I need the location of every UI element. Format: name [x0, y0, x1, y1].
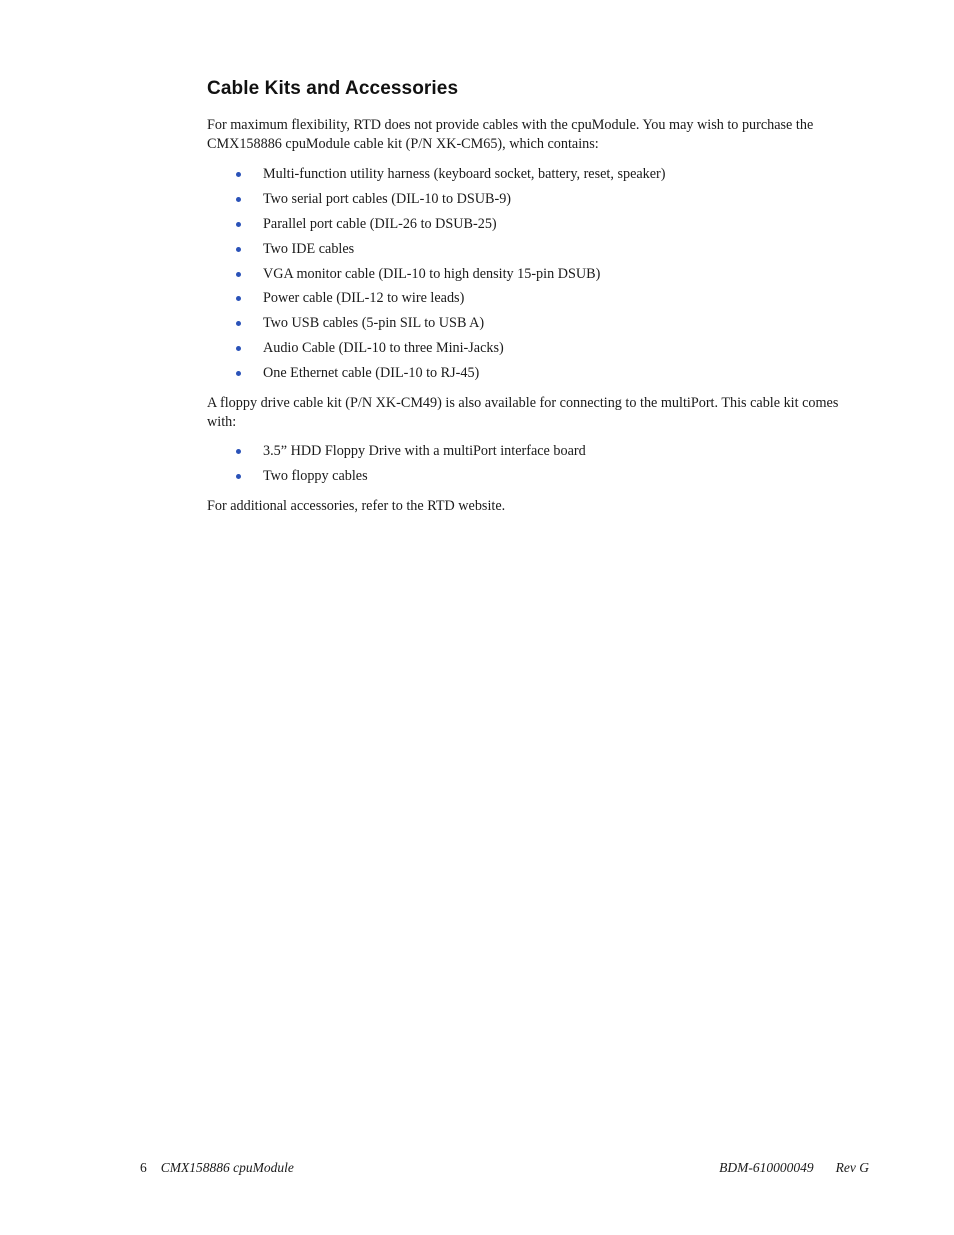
list-item-text: Power cable (DIL-12 to wire leads)	[263, 290, 465, 307]
section-title: Cable Kits and Accessories	[207, 78, 459, 99]
page-content	[207, 78, 867, 516]
cable-kit-list	[207, 165, 867, 383]
product-name: CMX158886 cpuModule	[160, 1160, 294, 1175]
bullet-icon	[236, 449, 241, 454]
closing-paragraph: For additional accessories, refer to the RTD website.	[207, 498, 506, 515]
bullet-icon	[236, 172, 241, 177]
revision-label: Rev G	[835, 1160, 869, 1175]
bullet-icon	[236, 321, 241, 326]
intro-paragraph: For maximum flexibility, RTD does not provide cables with the cpuModule. You may wish to purchase the CMX158886 cpuModule cable kit (P/N XK-CM65), which contains:	[207, 117, 814, 152]
list-item-text: Parallel port cable (DIL-26 to DSUB-25)	[263, 215, 497, 232]
list-item	[207, 289, 867, 308]
list-item-text: VGA monitor cable (DIL-10 to high density 15-pin DSUB)	[263, 265, 601, 282]
list-item	[207, 240, 867, 259]
list-item	[207, 339, 867, 358]
list-item	[207, 314, 867, 333]
bullet-icon	[236, 296, 241, 301]
list-item-text: Two IDE cables	[263, 240, 355, 257]
bullet-icon	[236, 272, 241, 277]
page-number: 6	[140, 1160, 147, 1175]
list-item	[207, 467, 867, 486]
footer-left	[140, 1160, 294, 1176]
bullet-icon	[236, 371, 241, 376]
list-item-text: Audio Cable (DIL-10 to three Mini-Jacks)	[263, 340, 504, 357]
bullet-icon	[236, 247, 241, 252]
list-item	[207, 190, 867, 209]
list-item	[207, 442, 867, 461]
list-item-text: Two USB cables (5-pin SIL to USB A)	[263, 315, 485, 332]
list-item	[207, 165, 867, 184]
footer-right	[719, 1160, 869, 1176]
bullet-icon	[236, 222, 241, 227]
list-item-text: Two floppy cables	[263, 468, 368, 485]
list-item-text: Multi-function utility harness (keyboard socket, battery, reset, speaker)	[263, 166, 666, 182]
floppy-kit-paragraph: A floppy drive cable kit (P/N XK-CM49) is also available for connecting to the multiPort. This cable kit comes with:	[207, 395, 839, 431]
list-item	[207, 215, 867, 234]
document-id: BDM-610000049	[719, 1160, 814, 1175]
list-item-text: 3.5” HDD Floppy Drive with a multiPort interface board	[263, 443, 586, 460]
list-item-text: One Ethernet cable (DIL-10 to RJ-45)	[263, 365, 480, 382]
bullet-icon	[236, 474, 241, 479]
bullet-icon	[236, 197, 241, 202]
list-item	[207, 364, 867, 383]
floppy-kit-list	[207, 442, 867, 486]
bullet-icon	[236, 346, 241, 351]
list-item	[207, 265, 867, 284]
list-item-text: Two serial port cables (DIL-10 to DSUB-9)	[263, 190, 512, 207]
